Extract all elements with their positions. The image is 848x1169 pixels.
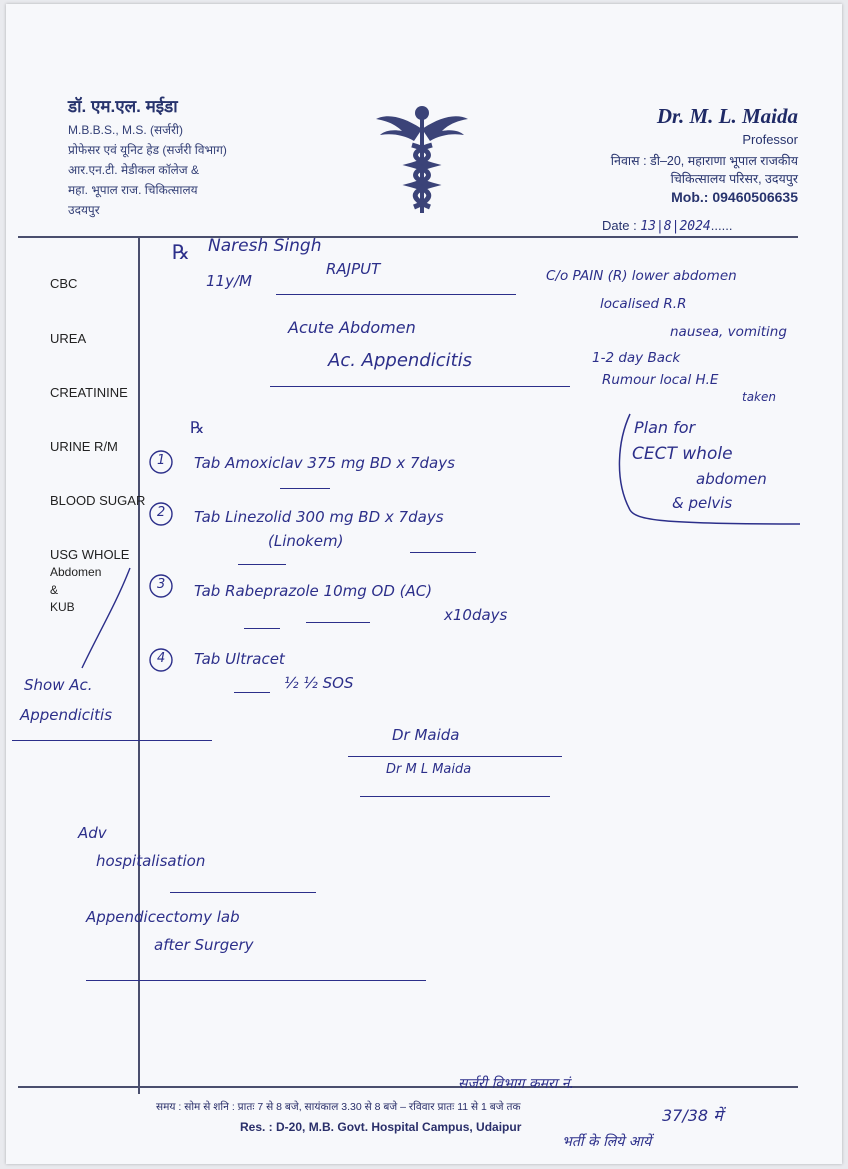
complaint-2: localised R.R bbox=[600, 296, 687, 312]
date-label: Date : bbox=[602, 218, 637, 233]
age-sex: 11y/M bbox=[206, 272, 252, 290]
complaint-4: 1-2 day Back bbox=[592, 350, 681, 366]
underline bbox=[360, 796, 550, 797]
room-number: 37/38 में bbox=[662, 1106, 723, 1125]
med-line-1: Tab Amoxiclav 375 mg BD x 7days bbox=[194, 454, 455, 472]
underline bbox=[170, 892, 316, 893]
caduceus-logo bbox=[374, 99, 470, 217]
college-hindi: आर.एन.टी. मेडीकल कॉलेज & bbox=[68, 163, 200, 177]
complaint-6: taken bbox=[742, 390, 776, 404]
med-sub-3: x10days bbox=[444, 606, 508, 624]
dose-mark bbox=[410, 552, 476, 553]
med-sub-2: (Linokem) bbox=[268, 532, 344, 550]
complaint-3: nausea, vomiting bbox=[670, 324, 787, 340]
doctor-name-hindi: डॉ. एम.एल. मईडा bbox=[68, 97, 178, 116]
rx-symbol: ℞ bbox=[172, 240, 190, 264]
med-num-1: 1 bbox=[157, 453, 166, 468]
test-cbc: CBC bbox=[50, 276, 78, 291]
underline bbox=[86, 980, 426, 981]
bottom-note-2: भर्ती के लिये आयें bbox=[562, 1134, 652, 1150]
margin-divider bbox=[138, 236, 140, 1094]
plan-4: & pelvis bbox=[672, 494, 733, 512]
usg-note-1: Show Ac. bbox=[24, 676, 93, 694]
advice-4: after Surgery bbox=[154, 936, 254, 954]
city-hindi: उदयपुर bbox=[68, 203, 100, 217]
footer-timing: समय : सोम से शनि : प्रातः 7 से 8 बजे, सायंकाल 3.30 से 8 बजे – रविवार प्रातः 11 से 1 बजे तक bbox=[156, 1101, 521, 1113]
dose-mark bbox=[234, 692, 270, 693]
header-divider bbox=[18, 236, 798, 238]
med-line-2: Tab Linezolid 300 mg BD x 7days bbox=[194, 508, 444, 526]
footer-divider bbox=[18, 1086, 798, 1088]
underline bbox=[270, 386, 570, 387]
diagnosis-2: Ac. Appendicitis bbox=[328, 350, 473, 371]
advice-3: Appendicectomy lab bbox=[86, 908, 240, 926]
usg-arrow bbox=[76, 564, 136, 674]
underline bbox=[12, 740, 212, 741]
med-circles bbox=[146, 450, 176, 680]
signature: Dr Maida bbox=[392, 726, 460, 744]
designation-hindi: प्रोफेसर एवं यूनिट हेड (सर्जरी विभाग) bbox=[68, 143, 227, 157]
med-num-2: 2 bbox=[157, 505, 166, 520]
date-field: Date : 13|8|2024...... bbox=[602, 218, 733, 234]
prescription-sheet bbox=[6, 4, 842, 1164]
med-sub-4: ½ ½ SOS bbox=[284, 674, 354, 692]
hospital-hindi: महा. भूपाल राज. चिकित्सालय bbox=[68, 183, 198, 197]
plan-3: abdomen bbox=[696, 470, 767, 488]
bottom-note: सर्जरी विभाग कमरा नं. bbox=[458, 1076, 575, 1092]
test-urine: URINE R/M bbox=[50, 439, 118, 454]
dose-mark bbox=[280, 488, 330, 489]
plan-2: CECT whole bbox=[632, 444, 733, 464]
doctor-name-english: Dr. M. L. Maida bbox=[656, 104, 798, 128]
test-blood-sugar: BLOOD SUGAR bbox=[50, 493, 146, 508]
underline bbox=[348, 756, 562, 757]
plan-1: Plan for bbox=[634, 418, 696, 437]
test-urea: UREA bbox=[50, 331, 87, 346]
underline bbox=[276, 294, 516, 295]
advice-1: Adv bbox=[78, 824, 107, 842]
address-line-2: चिकित्सालय परिसर, उदयपुर bbox=[670, 172, 798, 186]
signature-name: Dr M L Maida bbox=[386, 762, 472, 777]
designation: Professor bbox=[742, 132, 798, 147]
dose-mark bbox=[306, 622, 370, 623]
date-value: 13|8|2024 bbox=[640, 219, 711, 234]
complaint-1: C/o PAIN (R) lower abdomen bbox=[546, 268, 737, 284]
dose-mark bbox=[238, 564, 286, 565]
footer-address: Res. : D-20, M.B. Govt. Hospital Campus, Udaipur bbox=[240, 1120, 522, 1134]
test-usg-abdomen: Abdomen bbox=[50, 565, 102, 579]
diagnosis-1: Acute Abdomen bbox=[288, 318, 416, 337]
med-num-4: 4 bbox=[157, 651, 166, 666]
med-line-3: Tab Rabeprazole 10mg OD (AC) bbox=[194, 582, 433, 600]
test-usg-and: & bbox=[50, 583, 59, 597]
address-line-1: निवास : डी–20, महाराणा भूपाल राजकीय bbox=[610, 154, 798, 168]
usg-note-2: Appendicitis bbox=[20, 706, 113, 724]
complaint-5: Rumour local H.E bbox=[602, 372, 719, 388]
patient-surname: RAJPUT bbox=[326, 260, 381, 278]
test-usg-kub: KUB bbox=[50, 600, 75, 614]
test-creatinine: CREATININE bbox=[50, 385, 128, 400]
advice-2: hospitalisation bbox=[96, 852, 206, 870]
test-usg: USG WHOLE bbox=[50, 547, 130, 562]
patient-name: Naresh Singh bbox=[208, 236, 322, 256]
qualification: M.B.B.S., M.S. (सर्जरी) bbox=[68, 123, 184, 137]
rx-symbol-2: ℞ bbox=[190, 418, 205, 437]
mobile-number: Mob.: 09460506635 bbox=[671, 189, 798, 205]
med-line-4: Tab Ultracet bbox=[194, 650, 285, 668]
dose-mark bbox=[244, 628, 280, 629]
med-num-3: 3 bbox=[157, 577, 166, 592]
